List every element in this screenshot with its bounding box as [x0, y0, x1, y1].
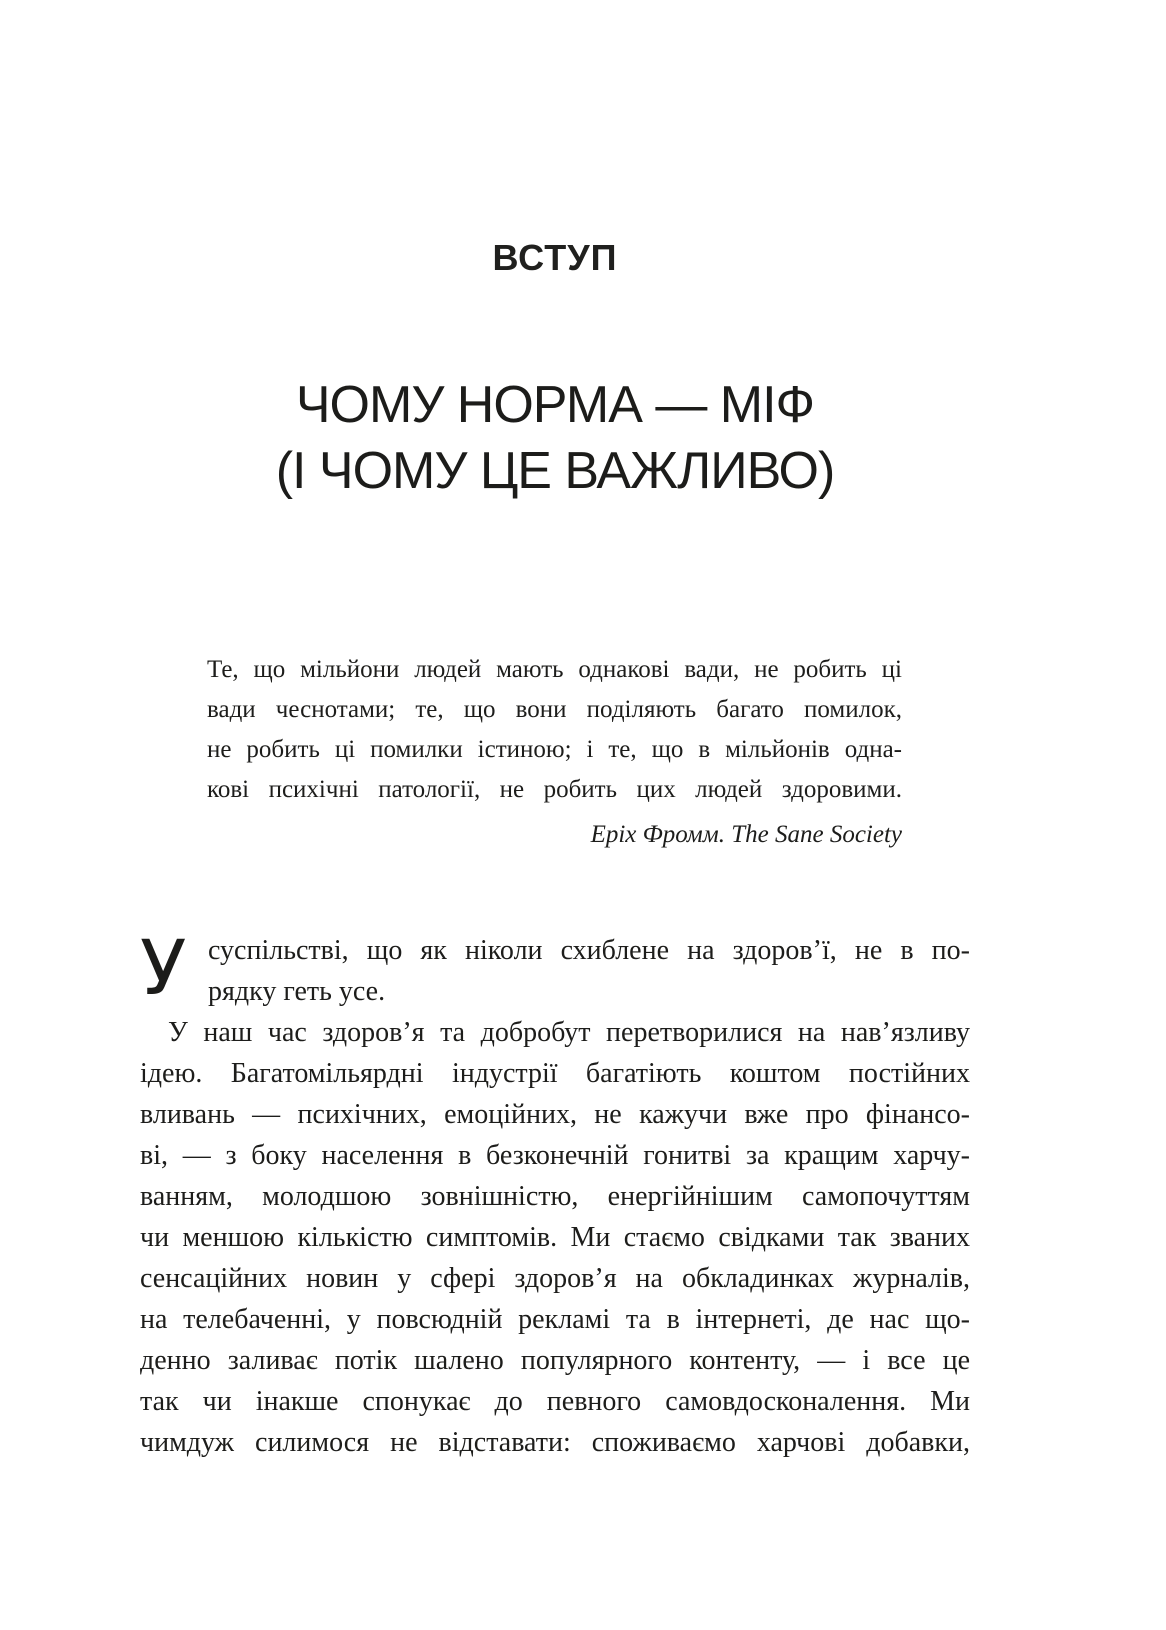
body-line: У наш час здоров’я та добробут перетворилися на нав’язливу: [168, 1017, 970, 1048]
epigraph-line: кові психічні патології, не робить цих людей здоровими.: [207, 776, 902, 803]
body-line: на телебаченні, у повсюдній рекламі та в інтернеті, де нас що-: [140, 1304, 970, 1335]
chapter-title-line-2: (І ЧОМУ ЦЕ ВАЖЛИВО): [275, 442, 835, 500]
body-line: ванням, молодшою зовнішністю, енергійнішим самопочуттям: [140, 1181, 970, 1212]
body-line: денно заливає потік шалено популярного контенту, — і все це: [140, 1345, 970, 1376]
epigraph-attribution: Еріх Фромм. The Sane Society: [590, 821, 902, 848]
epigraph: [207, 650, 902, 810]
chapter-kicker: ВСТУП: [492, 237, 618, 278]
epigraph-line: не робить ці помилки істиною; і те, що в мільйонів одна-: [207, 736, 902, 763]
epigraph-line: вади чеснотами; те, що вони поділяють багато помилок,: [207, 696, 902, 723]
body-line: вливань — психічних, емоційних, не кажучи вже про фінансо-: [140, 1099, 970, 1130]
body-line: так чи інакше спонукає до певного самовдосконалення. Ми: [140, 1386, 970, 1417]
body-line: чимдуж силимося не відставати: споживаємо харчові добавки,: [140, 1427, 970, 1458]
body-text: [140, 923, 970, 1463]
body-line: чи меншою кількістю симптомів. Ми стаємо свідками так званих: [140, 1222, 970, 1253]
drop-cap: У: [140, 923, 187, 1012]
body-line: рядку геть усе.: [208, 976, 386, 1007]
body-line: ві, — з боку населення в безконечній гонитві за кращим харчу-: [140, 1140, 970, 1171]
epigraph-line: Те, що мільйони людей мають однакові вади, не робить ці: [207, 656, 902, 683]
body-line: ідею. Багатомільярдні індустрії багатіють коштом постійних: [140, 1058, 970, 1089]
body-line: суспільстві, що як ніколи схиблене на здоров’ї, не в по-: [208, 935, 970, 966]
chapter-title-line-1: ЧОМУ НОРМА — МІФ: [295, 376, 815, 434]
chapter-title: [140, 372, 970, 504]
text-column: [140, 236, 970, 1463]
body-line: сенсаційних новин у сфері здоров’я на обкладинках журналів,: [140, 1263, 970, 1294]
